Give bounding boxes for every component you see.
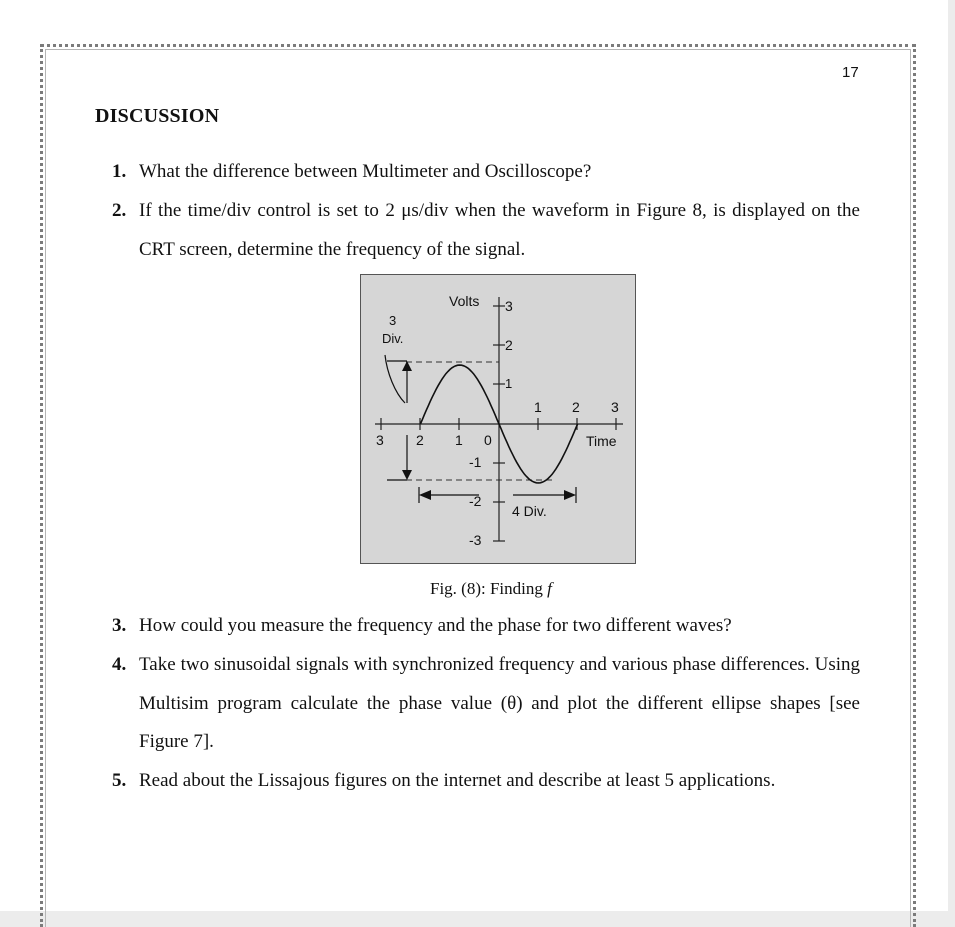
y-tick-label: 1 (505, 376, 513, 391)
time-axis-label: Time (586, 433, 617, 449)
x-tick-label: 3 (611, 399, 619, 415)
amplitude-leader-line (385, 355, 405, 403)
question-1 (112, 153, 860, 192)
y-tick-label: 2 (505, 337, 513, 353)
question-4 (112, 646, 860, 762)
caption-text: Fig. (8): Finding (430, 579, 548, 598)
period-label: 4 Div. (512, 503, 547, 519)
question-text: What the difference between Multimeter and Oscilloscope? (139, 161, 592, 182)
volts-axis-label: Volts (449, 293, 480, 309)
waveform-diagram (361, 275, 637, 565)
amplitude-label-unit: Div. (382, 331, 404, 346)
question-number: 2. (112, 200, 127, 221)
amplitude-label-number: 3 (389, 313, 397, 328)
question-number: 5. (112, 770, 127, 791)
question-3 (112, 607, 860, 646)
question-text: Take two sinusoidal signals with synchronized frequency and various phase differences. Using Multisim program calculate the phase value (θ) and plot the different ellipse shapes [see Figure 7]. (139, 654, 860, 752)
figure-caption (430, 579, 552, 599)
period-arrowhead-left (419, 490, 431, 500)
x-tick-label: 1 (534, 399, 542, 415)
period-arrowhead-right (564, 490, 576, 500)
y-tick-label: 3 (505, 298, 513, 314)
question-number: 1. (112, 161, 127, 182)
x-tick-label: 3 (376, 432, 384, 448)
section-heading: DISCUSSION (95, 105, 220, 127)
y-tick-label: -3 (469, 532, 482, 548)
y-tick-label: -1 (469, 454, 482, 470)
oscilloscope-figure (360, 274, 636, 564)
question-2 (112, 192, 860, 269)
x-tick-label: 2 (572, 399, 580, 415)
caption-variable: f (547, 579, 552, 598)
y-tick-label: -2 (469, 493, 482, 509)
question-text: Read about the Lissajous figures on the internet and describe at least 5 applications. (139, 770, 776, 791)
question-number: 3. (112, 615, 127, 636)
x-tick-label: 0 (484, 432, 492, 448)
amplitude-arrowhead-down (402, 470, 412, 480)
question-5 (112, 762, 860, 801)
page-number: 17 (842, 64, 859, 81)
question-number: 4. (112, 654, 127, 675)
question-text: If the time/div control is set to 2 μs/div when the waveform in Figure 8, is displayed on the CRT screen, determine the frequency of the signal. (139, 200, 860, 260)
question-text: How could you measure the frequency and the phase for two different waves? (139, 615, 732, 636)
x-tick-label: 1 (455, 432, 463, 448)
x-tick-label: 2 (416, 432, 424, 448)
